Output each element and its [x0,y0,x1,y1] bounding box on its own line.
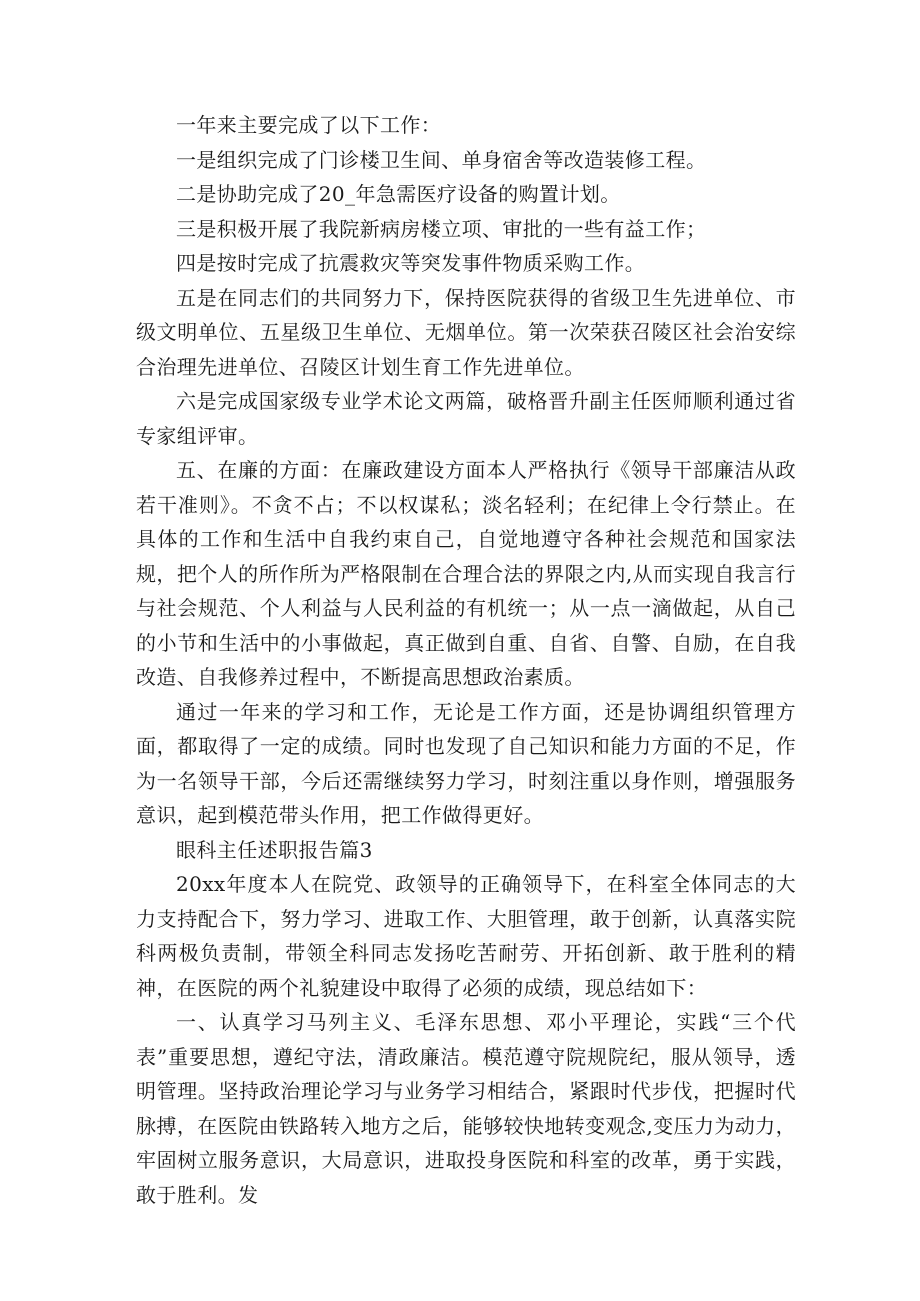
paragraph-integrity: 五、在廉的方面：在廉政建设方面本人严格执行《领导干部廉洁从政若干准则》。不贪不占；不以权谋私；淡名轻利；在纪律上令行禁止。在具体的工作和生活中自我约束自己，自觉地遵守各种社会规范和国家法规，把个人的所作所为严格限制在合理合法的界限之内,从而实现自我言行与社会规范、个人利益与人民利益的有机统一；从一点一滴做起，从自己的小节和生活中的小事做起，真正做到自重、自省、自警、自励，在自我改造、自我修养过程中，不断提高思想政治素质。 [136,458,796,689]
paragraph-item-4: 四是按时完成了抗震救灾等突发事件物质采购工作。 [176,251,646,275]
section-heading: 眼科主任述职报告篇3 [176,837,373,862]
paragraph-item-6: 六是完成国家级专业学术论文两篇，破格晋升副主任医师顺利通过省专家组评审。 [136,389,796,448]
paragraph-item-3: 三是积极开展了我院新病房楼立项、审批的一些有益工作； [176,216,707,241]
paragraph-summary: 通过一年来的学习和工作，无论是工作方面，还是协调组织管理方面，都取得了一定的成绩。同时也发现了自己知识和能力方面的不足，作为一名领导干部，今后还需继续努力学习，时刻注重以身作则，增强服务意识，起到模范带头作用，把工作做得更好。 [136,699,796,827]
paragraph-item-1: 一是组织完成了门诊楼卫生间、单身宿舍等改造装修工程。 [176,147,707,172]
paragraph-item-2: 二是协助完成了20_年急需医疗设备的购置计划。 [176,182,621,206]
paragraph-point-1: 一、认真学习马列主义、毛泽东思想、邓小平理论，实践“三个代表”重要思想，遵纪守法，清政廉洁。模范遵守院规院纪，服从领导，透明管理。坚持政治理论学习与业务学习相结合，紧跟时代步伐，把握时代脉搏，在医院由铁路转入地方之后，能够较快地转变观念,变压力为动力，牢固树立服务意识，大局意识，进取投身医院和科室的改革，勇于实践，敢于胜利。发 [136,1010,796,1207]
paragraph-report-intro: 20xx年度本人在院党、政领导的正确领导下，在科室全体同志的大力支持配合下，努力学习、进取工作、大胆管理，敢于创新，认真落实院科两极负责制，带领全科同志发扬吃苦耐劳、开拓创新、敢于胜利的精神，在医院的两个礼貌建设中取得了必须的成绩，现总结如下： [136,872,796,1000]
paragraph-item-5: 五是在同志们的共同努力下，保持医院获得的省级卫生先进单位、市级文明单位、五星级卫生单位、无烟单位。第一次荣获召陵区社会治安综合治理先进单位、召陵区计划生育工作先进单位。 [136,285,796,379]
document-body [136,108,796,1212]
paragraph-work-intro: 一年来主要完成了以下工作： [176,113,442,137]
